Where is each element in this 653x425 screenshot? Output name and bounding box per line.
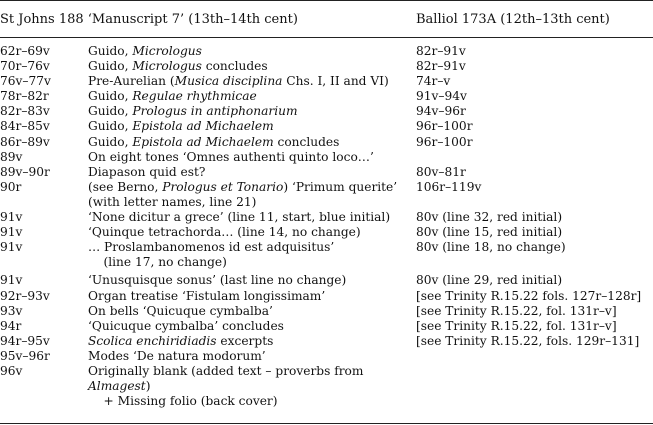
balliol-cell: 74r–v [416,74,451,89]
balliol-cell: 82r–91v [416,44,466,58]
contents-cell [88,150,415,165]
balliol-cell: 82r–91v [416,59,466,74]
contents-cell [88,273,415,288]
balliol-cell: 96r–100r [416,119,473,134]
folio-cell: 93v [0,303,23,318]
folio-cell: 86r–89v [0,134,50,149]
contents-text: (see Berno, [88,179,163,194]
contents-cell [88,334,415,349]
table-row [0,240,653,270]
table-row [0,304,653,319]
balliol-cell: 80v (line 32, red initial) [416,210,563,225]
balliol-cell [415,364,653,409]
folio-cell: 76v–77v [0,74,51,89]
contents-cell [88,289,415,304]
table-row [0,225,653,240]
table-row [0,349,653,364]
folio-cell: 91v [0,210,23,225]
contents-cell [88,89,415,104]
contents-cell [88,74,415,89]
folio-cell: 82r–83v [0,104,50,119]
contents-cell [88,319,415,334]
contents-text: Guido, [88,134,133,149]
contents-text: On eight tones ‘Omnes authenti quinto loco…’ [88,149,374,164]
contents-cell [88,59,415,74]
top-rule [0,0,653,1]
table-row [0,334,653,349]
table-row [0,210,653,225]
contents-text: ‘None dicitur a grece’ (line 11, start, blue initial) [88,210,391,225]
folio-cell: 91v [0,273,23,288]
contents-text: Pre-Aurelian ( [88,74,175,89]
folio-cell: 89v–90r [0,164,50,179]
contents-cell [88,44,415,59]
contents-text: Organ treatise ‘Fistulam longissimam’ [88,288,326,303]
contents-text: On bells ‘Quicuque cymbalba’ [88,303,273,318]
contents-text: Guido, [88,44,133,58]
balliol-cell: [see Trinity R.15.22, fol. 131r–v] [416,303,617,318]
folio-cell: 94r [0,318,22,333]
folio-cell: 91v [0,225,23,240]
contents-text: Originally blank (added text – proverbs from [88,363,368,378]
table-row [0,289,653,304]
contents-cell [88,349,415,364]
table-row [0,135,653,150]
italic-title: Prologus et Tonario [162,179,284,194]
balliol-cell: 106r–119v [416,179,482,194]
italic-title: Almagest [88,379,146,394]
italic-title: Prologus in antiphonarium [132,104,298,119]
contents-text: ‘Unusquisque sonus’ (last line no change) [88,273,347,288]
table-row [0,180,653,210]
balliol-cell: 91v–94v [416,89,467,104]
balliol-cell: [see Trinity R.15.22 fols. 127r–128r] [416,288,642,303]
contents-text: … Proslambanomenos id est adquisitus’ (line 17, no change) [88,240,335,270]
italic-title: Micrologus [132,59,202,74]
folio-cell: 96v [0,363,23,378]
balliol-cell: 94v–96r [416,104,466,119]
table-row [0,59,653,74]
table-row [0,119,653,134]
contents-cell [88,364,415,409]
contents-cell [88,210,415,225]
table-body [0,44,653,409]
table-row [0,273,653,288]
contents-text: ) ‘Primum querite’ (with letter names, line 21) [88,179,398,209]
balliol-cell: 80v (line 18, no change) [416,240,566,255]
contents-cell [88,304,415,319]
folio-cell: 89v [0,149,23,164]
contents-text: Guido, [88,89,133,104]
contents-cell [88,165,415,180]
italic-title: Epistola ad Michaelem [132,134,274,149]
table-row [0,74,653,89]
contents-cell [88,104,415,119]
balliol-cell: 96r–100r [416,134,473,149]
header-balliol: Balliol 173A (12th–13th cent) [416,12,610,27]
contents-text: concludes [201,59,268,74]
contents-text: Diapason quid est? [88,164,206,179]
contents-cell [88,119,415,134]
italic-title: Micrologus [132,44,202,58]
contents-cell [88,225,415,240]
contents-text: Chs. I, II and VI) [282,74,389,89]
contents-cell [88,135,415,150]
contents-text: Modes ‘De natura modorum’ [88,348,266,363]
italic-title: Epistola ad Michaelem [132,119,274,134]
contents-text: Guido, [88,59,133,74]
contents-cell [88,180,415,210]
folio-cell: 95v–96r [0,348,50,363]
italic-title: Regulae rhythmicae [132,89,257,104]
balliol-cell: 80v (line 29, red initial) [416,273,563,288]
contents-text: Guido, [88,104,133,119]
italic-title: Musica disciplina [174,74,283,89]
balliol-cell [415,349,653,364]
folio-cell: 84r–85v [0,119,50,134]
balliol-cell: [see Trinity R.15.22, fols. 129r–131] [416,333,640,348]
folio-cell: 91v [0,240,23,255]
table-row [0,44,653,59]
balliol-cell [415,150,653,165]
table-row [0,150,653,165]
contents-text: excerpts [216,333,274,348]
folio-cell: 70r–76v [0,59,50,74]
contents-text: Guido, [88,119,133,134]
contents-text: ‘Quicuque cymbalba’ concludes [88,318,284,333]
header-rule [0,37,653,38]
contents-text: concludes [273,134,340,149]
contents-cell [88,240,415,270]
folio-cell: 78r–82r [0,89,49,104]
balliol-cell: [see Trinity R.15.22, fol. 131r–v] [416,318,617,333]
folio-cell: 94r–95v [0,333,50,348]
table-row [0,104,653,119]
table-row [0,165,653,180]
contents-text: ) + Missing folio (back cover) [103,379,278,409]
folio-cell: 62r–69v [0,44,50,58]
contents-text: ‘Quinque tetrachorda… (line 14, no change) [88,225,361,240]
italic-title: Scolica enchiridiadis [88,333,217,348]
table-row [0,364,653,409]
bottom-rule [0,423,653,424]
table-row [0,319,653,334]
table-row [0,89,653,104]
folio-cell: 90r [0,179,22,194]
header-st-johns: St Johns 188 ‘Manuscript 7’ (13th–14th cent) [0,12,298,27]
folio-cell: 92r–93v [0,288,50,303]
balliol-cell: 80v (line 15, red initial) [416,225,563,240]
balliol-cell: 80v–81r [416,164,466,179]
